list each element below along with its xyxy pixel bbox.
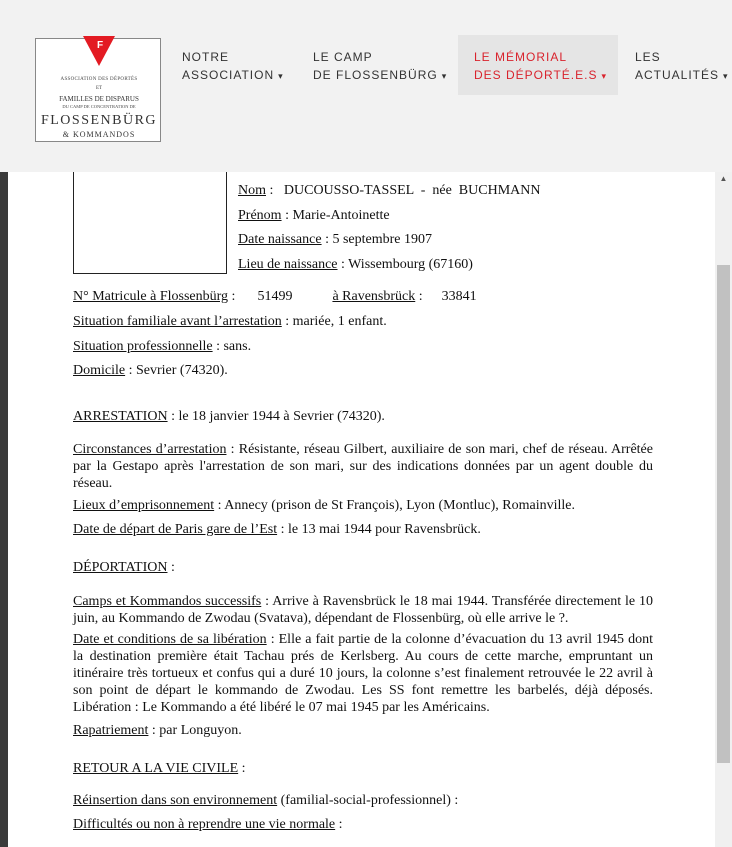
circonstances-label: Circonstances d’arrestation <box>73 442 227 457</box>
matricule-value: 51499 <box>257 289 293 304</box>
prenom-value: : Marie-Antoinette <box>281 208 390 223</box>
lieux-row <box>73 497 575 514</box>
depart-row <box>73 521 481 538</box>
nav-item-camp[interactable] <box>313 48 447 85</box>
naissance-label: Date naissance <box>238 232 322 247</box>
reinsertion-value: (familial-social-professionnel) : <box>277 793 459 808</box>
reinsertion-row <box>73 792 458 809</box>
circonstances-value: : Résistante, réseau Gilbert, auxiliaire de son mari, chef de réseau. Arrêtée par la Gestapo après l'arrestation de son mari, sur des indications données par un agent double du réseau. <box>73 442 653 491</box>
reinsertion-label: Réinsertion dans son environnement <box>73 793 278 808</box>
nom-label: Nom <box>238 183 266 198</box>
lieux-label: Lieux d’emprisonnement <box>73 498 215 513</box>
nav-item-label-line1: LE CAMP <box>313 50 373 64</box>
arrestation-value: : le 18 janvier 1944 à Sevrier (74320). <box>167 409 385 424</box>
nav-item-label-line1: LES <box>635 50 661 64</box>
camps-paragraph <box>73 593 653 627</box>
caret-down-icon: ▾ <box>601 71 608 81</box>
logo-text-line3: DU CAMP DE CONCENTRATION DE <box>62 104 136 109</box>
retour-row <box>73 760 246 777</box>
rapatriement-label: Rapatriement <box>73 723 149 738</box>
situation-row <box>73 313 387 330</box>
domicile-row <box>73 362 228 379</box>
scrollbar-thumb[interactable] <box>717 265 730 763</box>
camps-value: : Arrive à Ravensbrück le 18 mai 1944. Transférée directement le 10 juin, au Kommando de Zwodau (Svatava), dépendant de Flossenbürg, où elle arrive le ?. <box>73 594 653 626</box>
caret-down-icon: ▾ <box>723 71 729 81</box>
matricule-sep: : <box>228 289 236 304</box>
ravensbruck-value: 33841 <box>441 289 477 304</box>
profession-label: Situation professionnelle <box>73 339 213 354</box>
deportation-heading: DÉPORTATION <box>73 560 168 575</box>
nav-item-memorial[interactable] <box>474 48 607 85</box>
naissance-value: : 5 septembre 1907 <box>321 232 432 247</box>
nav-item-label-line2: DE FLOSSENBÜRG <box>313 68 438 82</box>
lieu-row <box>238 256 473 273</box>
difficultes-label: Difficultés ou non à reprendre une vie normale <box>73 817 336 832</box>
nom-sep: : <box>266 183 274 198</box>
liberation-paragraph <box>73 631 653 716</box>
matricule-label: N° Matricule à Flossenbürg <box>73 289 229 304</box>
deportation-row <box>73 559 175 576</box>
ravensbruck-label: à Ravensbrück <box>332 289 416 304</box>
deportation-sep: : <box>167 560 175 575</box>
liberation-value: : Elle a fait partie de la colonne d’évacuation du 13 avril 1945 dont la destination première était Tachau prés de Kerlsberg. Au cours de cette marche, empruntant un itinéraire très tortueux et confus qui a duré 10 jours, la colonne s’est finalement retrouvée le 22 avril à son point de départ le kommando de Zwodau. Les SS font remettre les barbelés, déjà déposés. Libération : Le Kommando a été libéré le 07 mai 1945 par les Américains. <box>73 632 653 715</box>
nom-row <box>238 182 540 199</box>
profession-value: : sans. <box>212 339 252 354</box>
logo-text-line4: FLOSSENBÜRG <box>40 113 158 128</box>
arrestation-heading: ARRESTATION <box>73 409 168 424</box>
circonstances-paragraph <box>73 441 653 492</box>
logo-text-line1: ASSOCIATION DES DÉPORTÉS <box>60 77 138 82</box>
logo-text-line2: FAMILLES DE DISPARUS <box>59 95 139 103</box>
ravensbruck-sep: : <box>415 289 423 304</box>
prenom-row <box>238 207 390 224</box>
lieu-value: : Wissembourg (67160) <box>337 257 473 272</box>
lieu-label: Lieu de naissance <box>238 257 338 272</box>
caret-down-icon: ▾ <box>441 71 448 81</box>
prenom-label: Prénom <box>238 208 282 223</box>
site-logo[interactable] <box>35 38 161 142</box>
site-header <box>0 0 732 172</box>
retour-sep: : <box>238 761 246 776</box>
scroll-up-arrow-icon[interactable]: ▲ <box>719 174 728 183</box>
depart-value: : le 13 mai 1944 pour Ravensbrück. <box>277 522 481 537</box>
situation-label: Situation familiale avant l’arrestation <box>73 314 282 329</box>
nav-item-label-line2: ASSOCIATION <box>182 68 275 82</box>
lieux-value: : Annecy (prison de St François), Lyon (Montluc), Romainville. <box>214 498 575 513</box>
difficultes-value: : <box>335 817 343 832</box>
rapatriement-value: : par Longuyon. <box>148 723 242 738</box>
logo-text-line5: & KOMMANDOS <box>62 130 136 139</box>
caret-down-icon: ▾ <box>278 71 284 81</box>
situation-value: : mariée, 1 enfant. <box>281 314 387 329</box>
matricule-row <box>73 288 477 305</box>
camps-label: Camps et Kommandos successifs <box>73 594 262 609</box>
domicile-value: : Sevrier (74320). <box>125 363 228 378</box>
photo-placeholder <box>73 160 227 274</box>
nav-item-label-line2: DES DÉPORTÉ.E.S <box>474 68 598 82</box>
nav-item-label-line2: ACTUALITÉS <box>635 68 720 82</box>
difficultes-row <box>73 816 343 833</box>
nav-item-label-line1: LE MÉMORIAL <box>474 50 568 64</box>
left-rail <box>0 172 8 847</box>
nav-item-actualites[interactable] <box>635 48 729 85</box>
arrestation-row <box>73 408 385 425</box>
naissance-row <box>238 231 432 248</box>
nav-item-association[interactable] <box>182 48 284 85</box>
rapatriement-row <box>73 722 242 739</box>
liberation-label: Date et conditions de sa libération <box>73 632 267 647</box>
logo-text-et: ET <box>95 86 103 91</box>
domicile-label: Domicile <box>73 363 126 378</box>
depart-label: Date de départ de Paris gare de l’Est <box>73 522 278 537</box>
profession-row <box>73 338 251 355</box>
retour-heading: RETOUR A LA VIE CIVILE <box>73 761 239 776</box>
nom-value: DUCOUSSO-TASSEL - née BUCHMANN <box>283 183 541 198</box>
nav-item-label-line1: NOTRE <box>182 50 229 64</box>
logo-letter: F <box>96 40 104 51</box>
